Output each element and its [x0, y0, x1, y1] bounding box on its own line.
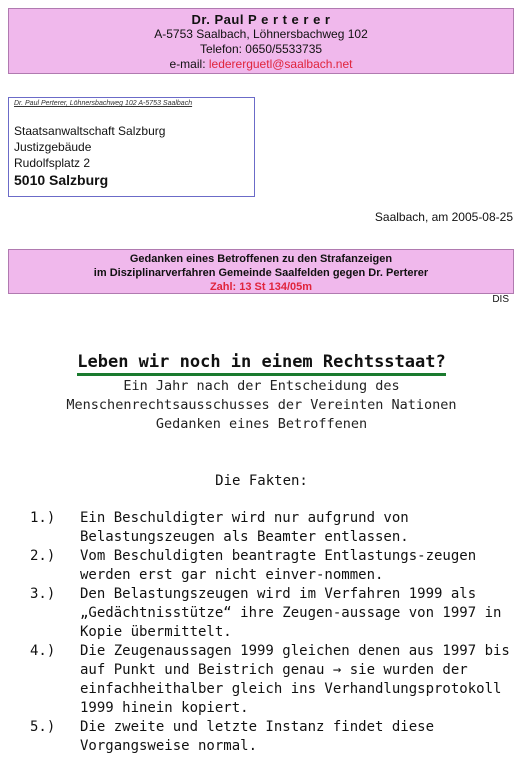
- place-date: Saalbach, am 2005-08-25: [374, 210, 513, 224]
- subtitle-line-2: Menschenrechtsausschusses der Vereinten Nationen: [66, 397, 457, 413]
- fact-number: 5.): [30, 719, 56, 735]
- fact-item: [30, 642, 510, 718]
- fact-text: Ein Beschuldigter wird nur aufgrund von Belastungszeugen als Beamter entlassen.: [80, 510, 409, 545]
- subject-box: [8, 249, 514, 294]
- fact-number: 3.): [30, 586, 56, 602]
- fact-text: Die Zeugenaussagen 1999 gleichen denen aus 1997 bis auf Punkt und Beistrich genau → sie wurden der einfachheithalber gleich ins Verhandlungsprotokoll 1999 hinein kopiert.: [80, 643, 510, 716]
- fact-text: Die zweite und letzte Instanz findet diese Vorgangsweise normal.: [80, 719, 435, 754]
- sender-phone: Telefon: 0650/5533735: [199, 42, 323, 56]
- recipient-address-window: [8, 97, 255, 197]
- headline: [0, 352, 523, 372]
- subject-line-1: Gedanken eines Betroffenen zu den Strafanzeigen: [129, 253, 393, 265]
- letterhead: [8, 8, 514, 74]
- subtitle-line-1: Ein Jahr nach der Entscheidung des: [123, 378, 400, 394]
- email-label: e-mail:: [169, 57, 209, 71]
- facts-list: [30, 509, 510, 756]
- recipient-city: 5010 Salzburg: [14, 172, 109, 188]
- headline-text: Leben wir noch in einem Rechtsstaat?: [77, 352, 445, 376]
- fact-number: 4.): [30, 643, 56, 659]
- fact-number: 2.): [30, 548, 56, 564]
- email-link[interactable]: ledererguetl@saalbach.net: [208, 57, 353, 71]
- subtitle: [0, 377, 523, 434]
- reference-number: Zahl: 13 St 134/05m: [209, 281, 313, 293]
- fact-text: Vom Beschuldigten beantragte Entlastungs-zeugen werden erst gar nicht einver-nommen.: [80, 548, 477, 583]
- fact-item: [30, 585, 510, 642]
- fact-item: [30, 547, 510, 585]
- fact-text: Den Belastungszeugen wird im Verfahren 1999 als „Gedächtnisstütze“ ihre Zeugen-aussage von 1997 in Kopie übermittelt.: [80, 586, 502, 640]
- sender-email-row: [9, 57, 513, 72]
- subtitle-line-3: Gedanken eines Betroffenen: [155, 416, 368, 432]
- recipient-org: Staatsanwaltschaft Salzburg: [14, 124, 166, 138]
- fact-number: 1.): [30, 510, 56, 526]
- return-address: Dr. Paul Perterer, Löhnersbachweg 102 A-5753 Saalbach: [14, 100, 193, 107]
- recipient-building: Justizgebäude: [14, 140, 92, 154]
- sender-name: Dr. Paul P e r t e r e r: [191, 12, 331, 27]
- fact-item: [30, 718, 510, 756]
- facts-heading: Die Fakten:: [215, 473, 308, 489]
- dis-code: DIS: [492, 294, 509, 305]
- subject-line-2: im Disziplinarverfahren Gemeinde Saalfelden gegen Dr. Perterer: [93, 267, 429, 279]
- fact-item: [30, 509, 510, 547]
- recipient-street: Rudolfsplatz 2: [14, 156, 91, 170]
- sender-address: A-5753 Saalbach, Löhnersbachweg 102: [154, 27, 368, 41]
